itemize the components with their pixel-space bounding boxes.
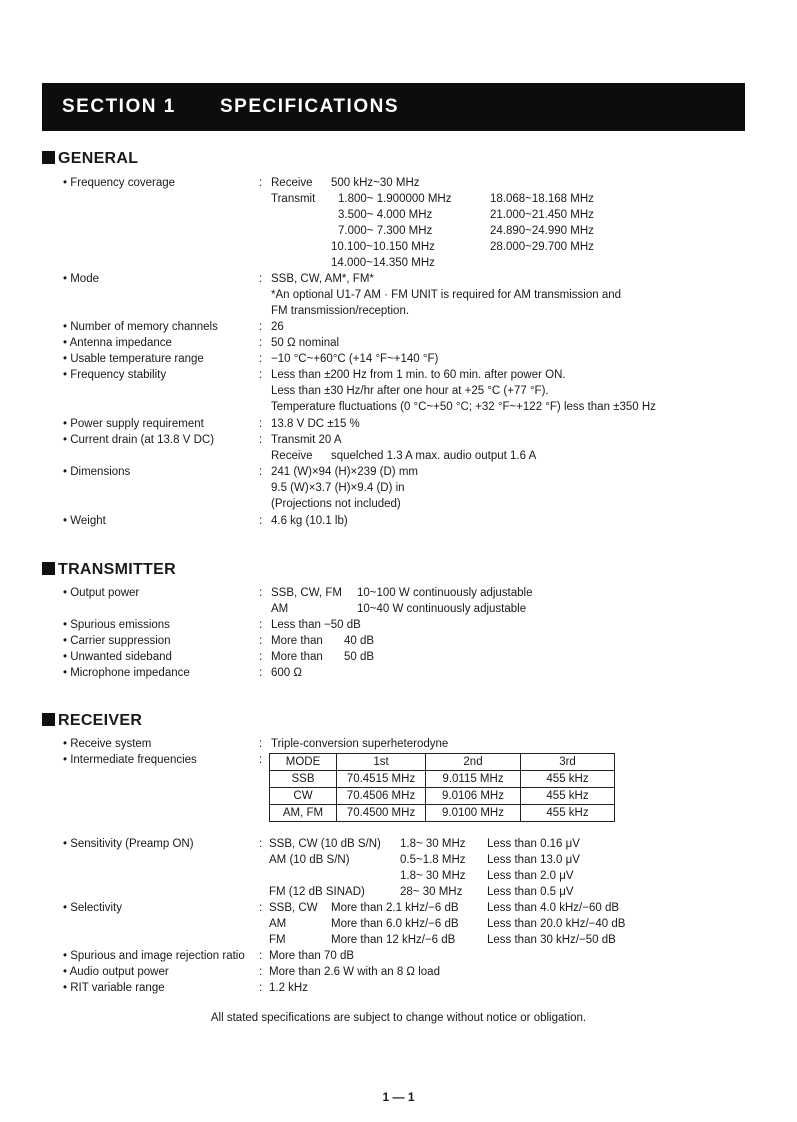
colon: : xyxy=(259,738,263,750)
audio-output-value: More than 2.6 W with an 8 Ω load xyxy=(269,966,440,978)
colon: : xyxy=(259,651,263,663)
sensitivity-value: Less than 13.0 μV xyxy=(487,854,580,866)
if-table xyxy=(269,753,615,822)
colon: : xyxy=(259,619,263,631)
dimensions-note: (Projections not included) xyxy=(271,498,401,510)
transmit-label: Transmit xyxy=(271,193,316,205)
label-frequency-stability: • Frequency stability xyxy=(63,369,167,381)
page-number: 1 — 1 xyxy=(382,1090,415,1104)
colon: : xyxy=(259,667,263,679)
tx-band: 21.000~21.450 MHz xyxy=(490,209,594,221)
label-image-rejection: • Spurious and image rejection ratio xyxy=(63,950,245,962)
table-header-cell: MODE xyxy=(270,754,337,771)
colon: : xyxy=(259,635,263,647)
label-mode: • Mode xyxy=(63,273,99,285)
colon: : xyxy=(259,587,263,599)
receive-label: Receive xyxy=(271,177,313,189)
label-carrier-suppression: • Carrier suppression xyxy=(63,635,171,647)
output-value: 10~40 W continuously adjustable xyxy=(357,603,527,615)
label-rit-range: • RIT variable range xyxy=(63,982,165,994)
sensitivity-mode: FM (12 dB SINAD) xyxy=(269,886,365,898)
selectivity-mode: FM xyxy=(269,934,286,946)
table-header-cell: 1st xyxy=(337,754,426,771)
square-bullet-icon xyxy=(42,151,55,164)
power-supply-value: 13.8 V DC ±15 % xyxy=(271,418,360,430)
colon: : xyxy=(259,337,263,349)
receive-system-value: Triple-conversion superheterodyne xyxy=(271,738,449,750)
label-current-drain: • Current drain (at 13.8 V DC) xyxy=(63,434,215,446)
dimensions-mm: 241 (W)×94 (H)×239 (D) mm xyxy=(271,466,418,478)
selectivity-mode: SSB, CW xyxy=(269,902,318,914)
tx-band: 10.100~10.150 MHz xyxy=(331,241,435,253)
sensitivity-value: Less than 0.5 μV xyxy=(487,886,574,898)
stability-line: Temperature fluctuations (0 °C~+50 °C; +32 °F~+122 °F) less than ±350 Hz xyxy=(271,401,656,413)
table-header-cell: 3rd xyxy=(521,754,615,771)
table-header-cell: 2nd xyxy=(426,754,521,771)
tx-band: 28.000~29.700 MHz xyxy=(490,241,594,253)
label-intermediate-frequencies: • Intermediate frequencies xyxy=(63,754,197,766)
heading-general: GENERAL xyxy=(42,150,138,168)
table-cell: 9.0106 MHz xyxy=(426,788,521,805)
selectivity-6db: More than 6.0 kHz/−6 dB xyxy=(331,918,459,930)
label-sensitivity: • Sensitivity (Preamp ON) xyxy=(63,838,194,850)
label-memory-channels: • Number of memory channels xyxy=(63,321,218,333)
section-title: SPECIFICATIONS xyxy=(220,96,399,117)
table-cell: 9.0115 MHz xyxy=(426,771,521,788)
dimensions-in: 9.5 (W)×3.7 (H)×9.4 (D) in xyxy=(271,482,405,494)
unwanted-sideband-value: 50 dB xyxy=(344,651,375,663)
selectivity-6db: More than 12 kHz/−6 dB xyxy=(331,934,456,946)
table-cell: 455 kHz xyxy=(521,771,615,788)
colon: : xyxy=(259,754,263,766)
sensitivity-value: Less than 2.0 μV xyxy=(487,870,574,882)
colon: : xyxy=(259,434,263,446)
current-receive-label: Receive xyxy=(271,450,313,462)
table-cell: SSB xyxy=(270,771,337,788)
colon: : xyxy=(259,982,263,994)
antenna-impedance-value: 50 Ω nominal xyxy=(271,337,340,349)
section-number: SECTION 1 xyxy=(62,96,176,117)
colon: : xyxy=(259,273,263,285)
colon: : xyxy=(259,466,263,478)
selectivity-deep: Less than 20.0 kHz/−40 dB xyxy=(487,918,626,930)
label-power-supply: • Power supply requirement xyxy=(63,418,204,430)
label-dimensions: • Dimensions xyxy=(63,466,131,478)
carrier-suppression-prefix: More than xyxy=(271,635,323,647)
sensitivity-range: 1.8~ 30 MHz xyxy=(400,838,466,850)
tx-band: 1.800~ 1.900000 MHz xyxy=(338,193,452,205)
label-weight: • Weight xyxy=(63,515,106,527)
sensitivity-range: 1.8~ 30 MHz xyxy=(400,870,466,882)
colon: : xyxy=(259,966,263,978)
microphone-impedance-value: 600 Ω xyxy=(271,667,302,679)
image-rejection-value: More than 70 dB xyxy=(269,950,355,962)
square-bullet-icon xyxy=(42,713,55,726)
output-value: 10~100 W continuously adjustable xyxy=(357,587,533,599)
label-audio-output: • Audio output power xyxy=(63,966,169,978)
colon: : xyxy=(259,321,263,333)
output-mode: SSB, CW, FM xyxy=(271,587,342,599)
sensitivity-range: 28~ 30 MHz xyxy=(400,886,463,898)
stability-line: Less than ±200 Hz from 1 min. to 60 min. after power ON. xyxy=(271,369,566,381)
label-selectivity: • Selectivity xyxy=(63,902,122,914)
table-cell: CW xyxy=(270,788,337,805)
carrier-suppression-value: 40 dB xyxy=(344,635,375,647)
selectivity-deep: Less than 30 kHz/−50 dB xyxy=(487,934,616,946)
tx-band: 18.068~18.168 MHz xyxy=(490,193,594,205)
sensitivity-range: 0.5~1.8 MHz xyxy=(400,854,466,866)
table-header-row xyxy=(270,754,615,771)
spurious-emissions-value: Less than −50 dB xyxy=(271,619,361,631)
heading-receiver: RECEIVER xyxy=(42,712,142,730)
heading-transmitter: TRANSMITTER xyxy=(42,561,176,579)
sensitivity-mode: AM (10 dB S/N) xyxy=(269,854,350,866)
colon: : xyxy=(259,418,263,430)
section-banner xyxy=(42,83,745,131)
tx-band: 24.890~24.990 MHz xyxy=(490,225,594,237)
table-cell: 9.0100 MHz xyxy=(426,805,521,822)
footer-note: All stated specifications are subject to change without notice or obligation. xyxy=(210,1012,587,1024)
output-mode: AM xyxy=(271,603,289,615)
table-row xyxy=(270,771,615,788)
table-row xyxy=(270,805,615,822)
table-cell: 70.4506 MHz xyxy=(337,788,426,805)
label-temperature-range: • Usable temperature range xyxy=(63,353,204,365)
colon: : xyxy=(259,369,263,381)
mode-note: FM transmission/reception. xyxy=(271,305,410,317)
label-receive-system: • Receive system xyxy=(63,738,152,750)
tx-band: 3.500~ 4.000 MHz xyxy=(338,209,433,221)
table-cell: 70.4515 MHz xyxy=(337,771,426,788)
label-frequency-coverage: • Frequency coverage xyxy=(63,177,176,189)
table-cell: 70.4500 MHz xyxy=(337,805,426,822)
colon: : xyxy=(259,353,263,365)
tx-band: 7.000~ 7.300 MHz xyxy=(338,225,433,237)
colon: : xyxy=(259,177,263,189)
label-unwanted-sideband: • Unwanted sideband xyxy=(63,651,172,663)
unwanted-sideband-prefix: More than xyxy=(271,651,323,663)
weight-value: 4.6 kg (10.1 lb) xyxy=(271,515,348,527)
rit-range-value: 1.2 kHz xyxy=(269,982,308,994)
temperature-range-value: −10 °C~+60°C (+14 °F~+140 °F) xyxy=(271,353,439,365)
label-output-power: • Output power xyxy=(63,587,140,599)
selectivity-mode: AM xyxy=(269,918,287,930)
colon: : xyxy=(259,950,263,962)
colon: : xyxy=(259,515,263,527)
memory-channels-value: 26 xyxy=(271,321,284,333)
tx-band: 14.000~14.350 MHz xyxy=(331,257,435,269)
label-antenna-impedance: • Antenna impedance xyxy=(63,337,172,349)
colon: : xyxy=(259,902,263,914)
table-row xyxy=(270,788,615,805)
selectivity-6db: More than 2.1 kHz/−6 dB xyxy=(331,902,459,914)
table-cell: AM, FM xyxy=(270,805,337,822)
colon: : xyxy=(259,838,263,850)
receive-range: 500 kHz~30 MHz xyxy=(331,177,420,189)
square-bullet-icon xyxy=(42,562,55,575)
label-spurious-emissions: • Spurious emissions xyxy=(63,619,170,631)
current-receive-value: squelched 1.3 A max. audio output 1.6 A xyxy=(331,450,537,462)
stability-line: Less than ±30 Hz/hr after one hour at +25 °C (+77 °F). xyxy=(271,385,549,397)
sensitivity-value: Less than 0.16 μV xyxy=(487,838,580,850)
current-transmit: Transmit 20 A xyxy=(271,434,342,446)
selectivity-deep: Less than 4.0 kHz/−60 dB xyxy=(487,902,620,914)
table-cell: 455 kHz xyxy=(521,788,615,805)
mode-value: SSB, CW, AM*, FM* xyxy=(271,273,374,285)
sensitivity-mode: SSB, CW (10 dB S/N) xyxy=(269,838,381,850)
mode-note: *An optional U1-7 AM · FM UNIT is required for AM transmission and xyxy=(271,289,622,301)
table-cell: 455 kHz xyxy=(521,805,615,822)
label-microphone-impedance: • Microphone impedance xyxy=(63,667,190,679)
